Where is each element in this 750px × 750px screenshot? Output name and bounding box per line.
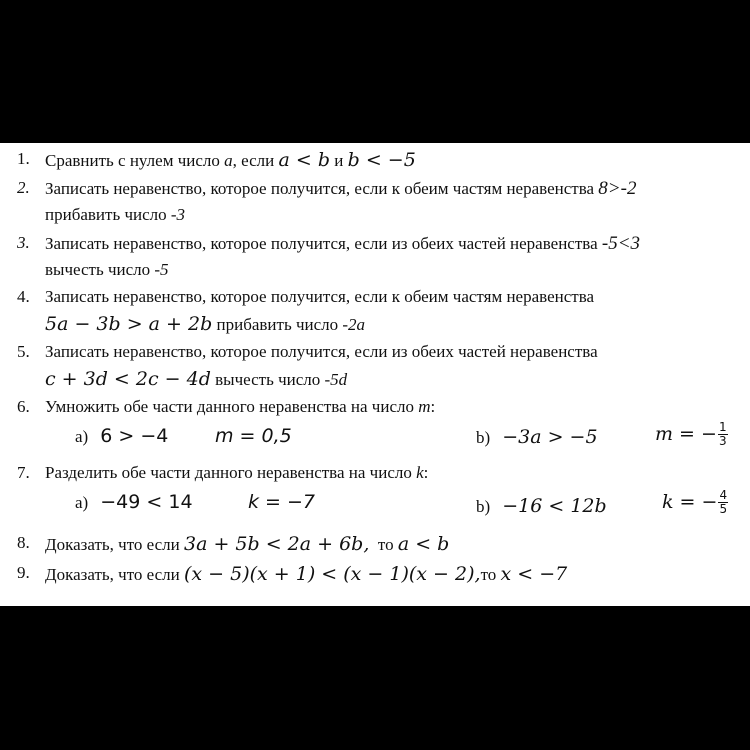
math-expression: −16 < 12b (502, 495, 607, 517)
inequality: 8>-2 (598, 178, 637, 199)
task-6-a-m: m = 0,5 (215, 425, 292, 447)
task-text: Записать неравенство, которое получится, если из обеих частей неравенства (45, 234, 602, 253)
task-text: Записать неравенство, которое получится, если из обеих частей неравенства (45, 342, 598, 361)
task-6-b: b) −3a > −5 (476, 426, 598, 448)
fraction: $\frac{4}{5}$ (719, 488, 728, 516)
task-text: Доказать, что если (45, 535, 184, 554)
task-number: 8. (17, 533, 30, 552)
task-text: Записать неравенство, которое получится, если к обеим частям неравенства (45, 287, 595, 306)
task-number: 7. (17, 463, 30, 482)
math-expression: b < −5 (347, 149, 416, 171)
math-expression: 5a − 3b > a + 2b (45, 313, 213, 335)
task-text: Умножить обе части данного неравенства на число (45, 397, 419, 416)
variable: m (418, 397, 431, 416)
task-number: 1. (17, 149, 30, 168)
task-7-a: a) −49 < 14 (75, 491, 193, 513)
task-number: 4. (17, 287, 30, 306)
value: -3 (170, 205, 186, 224)
task-number: 9. (17, 563, 30, 582)
inequality: -5<3 (601, 233, 641, 254)
math-expression: x < −7 (500, 563, 568, 585)
value: -5 (154, 260, 169, 279)
math-expression: a < b (278, 149, 331, 171)
task-7-a-k: k = −7 (248, 491, 316, 513)
task-text: Доказать, что если (45, 565, 184, 584)
task-text: Сравнить с нулем число (45, 151, 225, 170)
math-expression: 3a + 5b < 2a + 6b, (184, 533, 370, 555)
task-number: 5. (17, 342, 30, 361)
task-number: 6. (17, 397, 30, 416)
value: -5d (324, 370, 348, 389)
math-expression: (x − 5)(x + 1) < (x − 1)(x − 2), (184, 563, 481, 585)
task-number: 2. (17, 178, 30, 197)
task-7-b: b) −16 < 12b (476, 495, 607, 517)
math-expression: a < b (397, 533, 450, 555)
task-text: Записать неравенство, которое получится, если к обеим частям неравенства (45, 179, 599, 198)
math-expression: −3a > −5 (502, 426, 598, 448)
value: -2a (342, 315, 366, 334)
math-expression: −49 < 14 (100, 491, 193, 513)
task-sheet: 1. Сравнить с нулем число a, если a < b и b < −5 2. Записать неравенство, которое получится, если к обеим частям неравенства 8>-2 прибавить число -3 3. Записать неравенство, которое получится, если из обеих частей неравенства -5<3 вычесть число -5 4. Записать неравенство, которое получится, если к обеим частям неравенства 5a − 3b > a + 2b прибавить число -2a 5. Записать неравенство, которое получится, если из обеих частей неравенства c + 3d < 2c − 4d вычесть число -5d 6. Умножить обе части данного неравенства на число m: a) 6 > −4 m = 0,5 b) −3a > −5 m = − $\frac{1}{3}$ 7. Разделить обе части данного неравенства на число k: a) −49 < 14 k = −7 b) −16 < 12b k = − $\frac{4}{5}$ 8. Доказать, что если 3a + 5b < 2a + 6b, то a < b 9. Доказать, что если (x − 5)(x + 1) < (x − 1)(x − 2),то x < −7 (0, 143, 750, 606)
task-number: 3. (17, 233, 30, 252)
variable: k (416, 463, 424, 482)
task-text: Разделить обе части данного неравенства на число (45, 463, 417, 482)
fraction: $\frac{1}{3}$ (718, 420, 727, 448)
task-6-b-m: m = − $\frac{1}{3}$ (655, 420, 727, 448)
math-expression: c + 3d < 2c − 4d (45, 368, 211, 390)
math-expression: 6 > −4 (100, 425, 169, 447)
task-7-b-k: k = − $\frac{4}{5}$ (662, 488, 728, 516)
task-6-a: a) 6 > −4 (75, 425, 169, 447)
variable: a (224, 151, 233, 170)
